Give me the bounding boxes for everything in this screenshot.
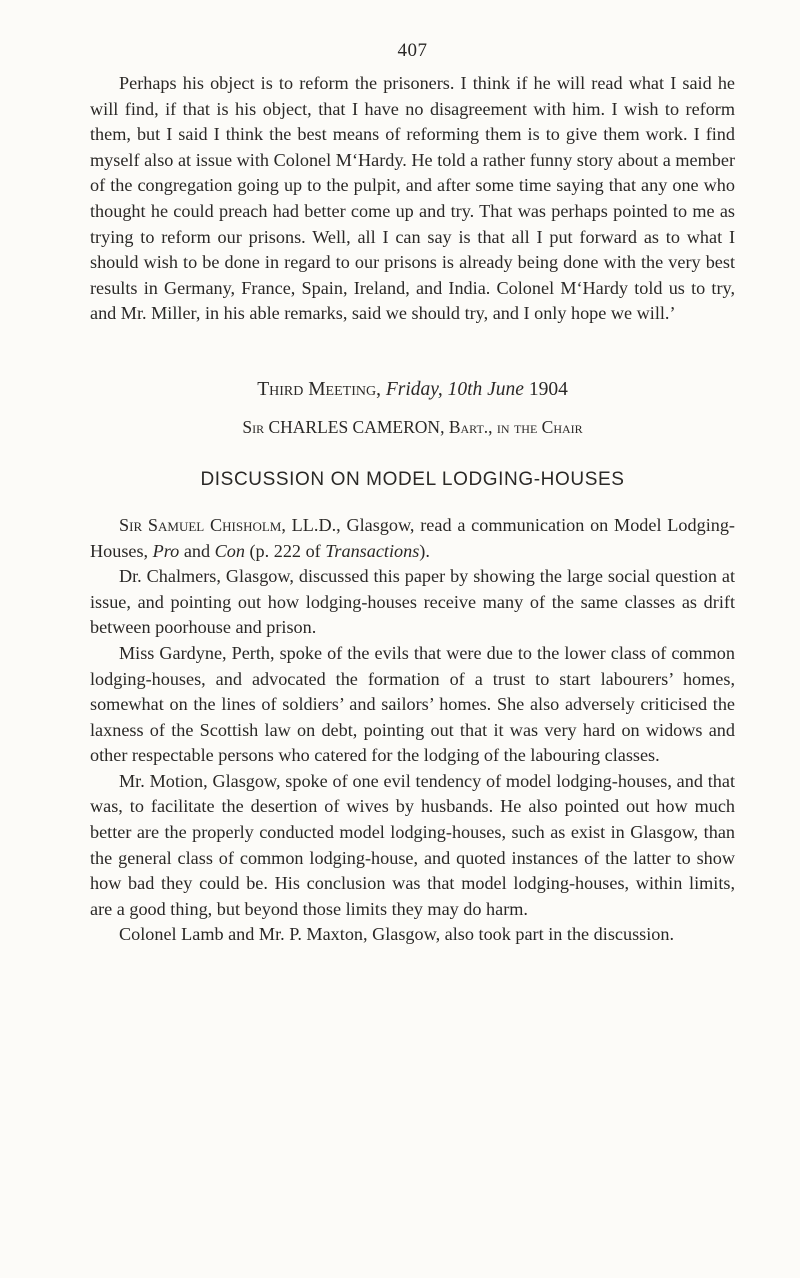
paragraph-motion: Mr. Motion, Glasgow, spoke of one evil tendency of model lodging-houses, and that was, to facilitate the desertion of wives by husbands. He also pointed out how much better are the properly conducted model lodging-houses, such as exist in Glasgow, than the general class of common lodging-house, and quoted instances of the latter to show how bad they could be. His conclusion was that model lodging-houses, within limits, are a good thing, but beyond those limits they may do harm. [90,770,735,919]
chisholm-text-3: (p. 222 of [244,540,326,561]
meeting-year: 1904 [528,378,568,400]
meeting-day: Friday, [385,378,443,400]
meeting-label: Third Meeting, [257,378,381,400]
meeting-heading [90,376,735,404]
meeting-date-month: June [487,378,524,400]
pro-word: Pro [152,540,180,561]
speaker-chisholm: Sir Samuel Chisholm, [119,514,286,535]
chisholm-text-4: ). [419,540,430,561]
chair-name: CHARLES CAMERON, [268,416,445,437]
paragraph-lamb-maxton: Colonel Lamb and Mr. P. Maxton, Glasgow, also took part in the discussion. [119,924,675,945]
transactions-word: Transactions [325,540,420,561]
chair-suffix: Bart., in the Chair [448,416,583,437]
paragraph-chalmers: Dr. Chalmers, Glasgow, discussed this paper by showing the large social question at issue, and pointing out how lodging-houses receive many of the same classes as drift between poorhouse and prison. [90,566,735,638]
chair-line [90,414,735,440]
document-page [90,40,735,948]
chisholm-text-2: and [179,540,215,561]
con-word: Con [214,540,245,561]
chisholm-text-1: LL.D., Glasgow, read a communication on Model Lodging-Houses, [90,514,735,561]
paragraph-chisholm [90,513,735,564]
paragraph-speech-conclusion: Perhaps his object is to reform the prisoners. I think if he will read what I said he will find, if that is his object, that I have no disagreement with him. I wish to reform them, but I said I think the best means of reforming them is to give them work. I find myself also at issue with Colonel M‘Hardy. He told a rather funny story about a member of the congregation going up to the pulpit, and after some time saying that any one who thought he could preach had better come up and try. That was perhaps pointed to me as trying to reform our prisons. Well, all I can say is that all I put forward as to what I should wish to be done in regard to our prisons is already being done with the very best results in Germany, France, Spain, Ireland, and India. Colonel M‘Hardy told us to try, and Mr. Miller, in his able remarks, said we should try, and I only hope we will.’ [90,73,735,324]
paragraph-gardyne: Miss Gardyne, Perth, spoke of the evils that were due to the lower class of common lodging-houses, and advocated the formation of a trust to start labourers’ homes, somewhat on the lines of soldiers’ and sailors’ homes. She also adversely criticised the laxness of the Scottish law on debt, pointing out that it was very hard on widows and other respectable persons who catered for the lodging of the labouring classes. [90,642,735,766]
page-number: 407 [397,40,428,61]
chair-prefix: Sir [242,416,265,437]
meeting-date-ordinal: 10th [447,378,483,400]
discussion-title: DISCUSSION ON MODEL LODGING-HOUSES [200,468,625,490]
